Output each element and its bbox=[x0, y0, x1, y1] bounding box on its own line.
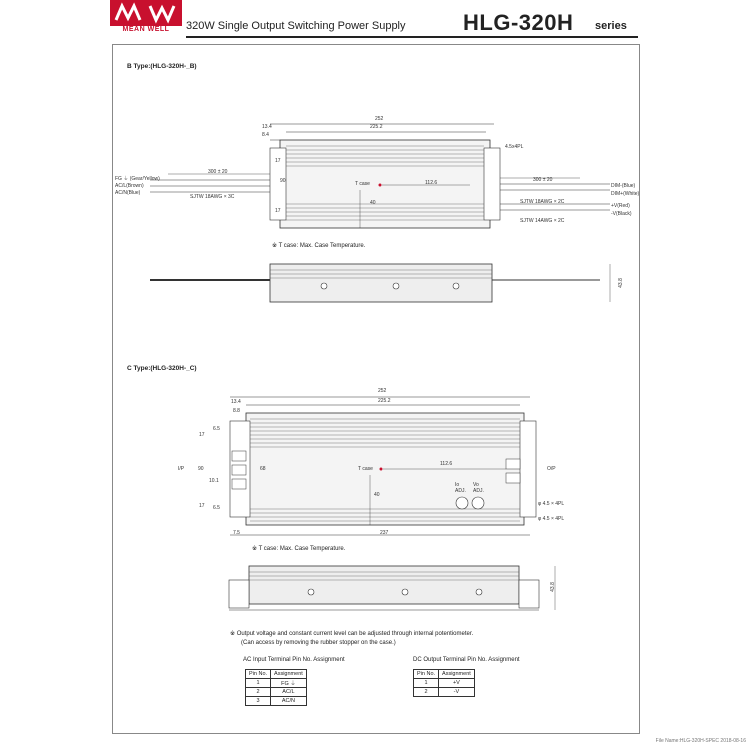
table-row bbox=[414, 688, 475, 697]
b-cable-in: SJTW 18AWG × 3C bbox=[190, 194, 235, 200]
b-wires-out-v bbox=[611, 202, 632, 218]
b-lead-in: 300 ± 20 bbox=[208, 169, 228, 175]
table-cell: +V bbox=[439, 679, 475, 688]
table-cell: -V bbox=[439, 688, 475, 697]
table-row bbox=[246, 679, 307, 688]
footer-file-name: File Name:HLG-320H-SPEC 2018-08-16 bbox=[655, 738, 746, 744]
c-dim-left2: 8.8 bbox=[233, 408, 240, 414]
document-title: 320W Single Output Switching Power Supply bbox=[186, 20, 406, 32]
c-dim-h90: 90 bbox=[198, 466, 204, 472]
b-dim-left2: 8.4 bbox=[262, 132, 269, 138]
b-type-title: B Type:(HLG-320H-_B) bbox=[127, 63, 197, 70]
ac-pin-table bbox=[245, 669, 307, 706]
c-dim-h40: 40 bbox=[374, 492, 380, 498]
b-tcase-label: T case bbox=[355, 181, 370, 187]
c-dim-left: 13.4 bbox=[231, 399, 241, 405]
c-dim-overall: 252 bbox=[378, 388, 387, 394]
table-row bbox=[414, 679, 475, 688]
c-adj-note-2: (Can access by removing the rubber stopper on the case.) bbox=[241, 640, 396, 646]
table-row bbox=[246, 697, 307, 706]
b-cable-out-1: SJTW 18AWG × 2C bbox=[520, 199, 565, 205]
wire-dim-minus: DIM-(Blue) bbox=[611, 183, 636, 189]
table-cell: 1 bbox=[246, 679, 271, 688]
table-cell: FG ⏚ bbox=[271, 679, 307, 688]
c-vo-adj: Vo ADJ. bbox=[473, 482, 484, 494]
c-dim-hole1: φ 4.5 × 4PL bbox=[538, 501, 565, 507]
b-dim-h40: 40 bbox=[370, 200, 376, 206]
c-dim-bottom: 237 bbox=[380, 530, 389, 536]
c-dim-hole2: φ 4.5 × 4PL bbox=[538, 516, 565, 522]
c-dim-b7: 7.5 bbox=[233, 530, 240, 536]
b-dim-overall: 252 bbox=[375, 116, 384, 122]
b-tcase-note: ※ T case: Max. Case Temperature. bbox=[272, 243, 366, 249]
b-dim-h17a: 17 bbox=[275, 158, 281, 164]
table-header: Assignment bbox=[439, 670, 475, 679]
c-dim-tcase: 112.6 bbox=[440, 461, 453, 467]
c-ip-label: I/P bbox=[178, 466, 185, 472]
wire-v-plus: +V(Red) bbox=[611, 203, 630, 209]
c-dim-inner: 225.2 bbox=[378, 398, 391, 404]
b-wires-in bbox=[115, 176, 160, 197]
series-label: series bbox=[595, 20, 627, 32]
table-header: Assignment bbox=[271, 670, 307, 679]
dc-table-title: DC Output Terminal Pin No. Assignment bbox=[413, 657, 520, 663]
wire-dim-plus: DIM+(White) bbox=[611, 191, 640, 197]
c-dim-h68: 68 bbox=[260, 466, 266, 472]
c-adj-note-1: ※ Output voltage and constant current level can be adjusted through internal potentiometer. bbox=[230, 631, 474, 637]
b-dim-h17b: 17 bbox=[275, 208, 281, 214]
table-cell: 1 bbox=[414, 679, 439, 688]
dc-pin-table bbox=[413, 669, 475, 697]
b-dim-left: 13.4 bbox=[262, 124, 272, 130]
b-lead-out: 300 ± 20 bbox=[533, 177, 553, 183]
wire-acn: AC/N(Blue) bbox=[115, 190, 141, 196]
c-dim-h65a: 6.5 bbox=[213, 426, 220, 432]
wire-v-minus: -V(Black) bbox=[611, 211, 632, 217]
table-header-row bbox=[414, 670, 475, 679]
c-type-side-drawing bbox=[225, 560, 565, 616]
wire-fg: FG ⏚ (Gear/Yellow) bbox=[115, 176, 160, 182]
c-op-label: O/P bbox=[547, 466, 556, 472]
table-cell: AC/L bbox=[271, 688, 307, 697]
b-dim-width: 90 bbox=[280, 178, 286, 184]
c-type-title: C Type:(HLG-320H-_C) bbox=[127, 365, 197, 372]
model-name: HLG-320H bbox=[463, 10, 574, 35]
table-header-row bbox=[246, 670, 307, 679]
c-dim-h17b: 17 bbox=[199, 503, 205, 509]
c-dim-h65b: 6.5 bbox=[213, 505, 220, 511]
c-tcase-note: ※ T case: Max. Case Temperature. bbox=[252, 546, 346, 552]
c-tcase-label: T case bbox=[358, 466, 373, 472]
table-cell: AC/N bbox=[271, 697, 307, 706]
table-header: Pin No. bbox=[414, 670, 439, 679]
b-wires-out-dim bbox=[611, 182, 639, 198]
b-dim-hole: 4.5x4PL bbox=[505, 144, 524, 150]
table-cell: 3 bbox=[246, 697, 271, 706]
table-cell: 2 bbox=[414, 688, 439, 697]
brand-text: MEAN WELL bbox=[122, 26, 170, 33]
b-type-side-drawing bbox=[140, 258, 620, 308]
ac-table-title: AC Input Terminal Pin No. Assignment bbox=[243, 657, 345, 663]
c-io-adj: Io ADJ. bbox=[455, 482, 466, 494]
b-dim-h43: 43.8 bbox=[617, 278, 624, 288]
c-dim-h10: 10.1 bbox=[209, 478, 219, 484]
b-dim-inner: 225.2 bbox=[370, 124, 383, 130]
table-header: Pin No. bbox=[246, 670, 271, 679]
table-row bbox=[246, 688, 307, 697]
table-cell: 2 bbox=[246, 688, 271, 697]
header-rule bbox=[186, 36, 638, 38]
wire-acl: AC/L(Brown) bbox=[115, 183, 144, 189]
c-dim-h17a: 17 bbox=[199, 432, 205, 438]
b-cable-out-2: SJTW 14AWG × 2C bbox=[520, 218, 565, 224]
b-dim-tcase: 112.6 bbox=[425, 180, 438, 186]
c-dim-h43: 43.8 bbox=[549, 582, 556, 592]
